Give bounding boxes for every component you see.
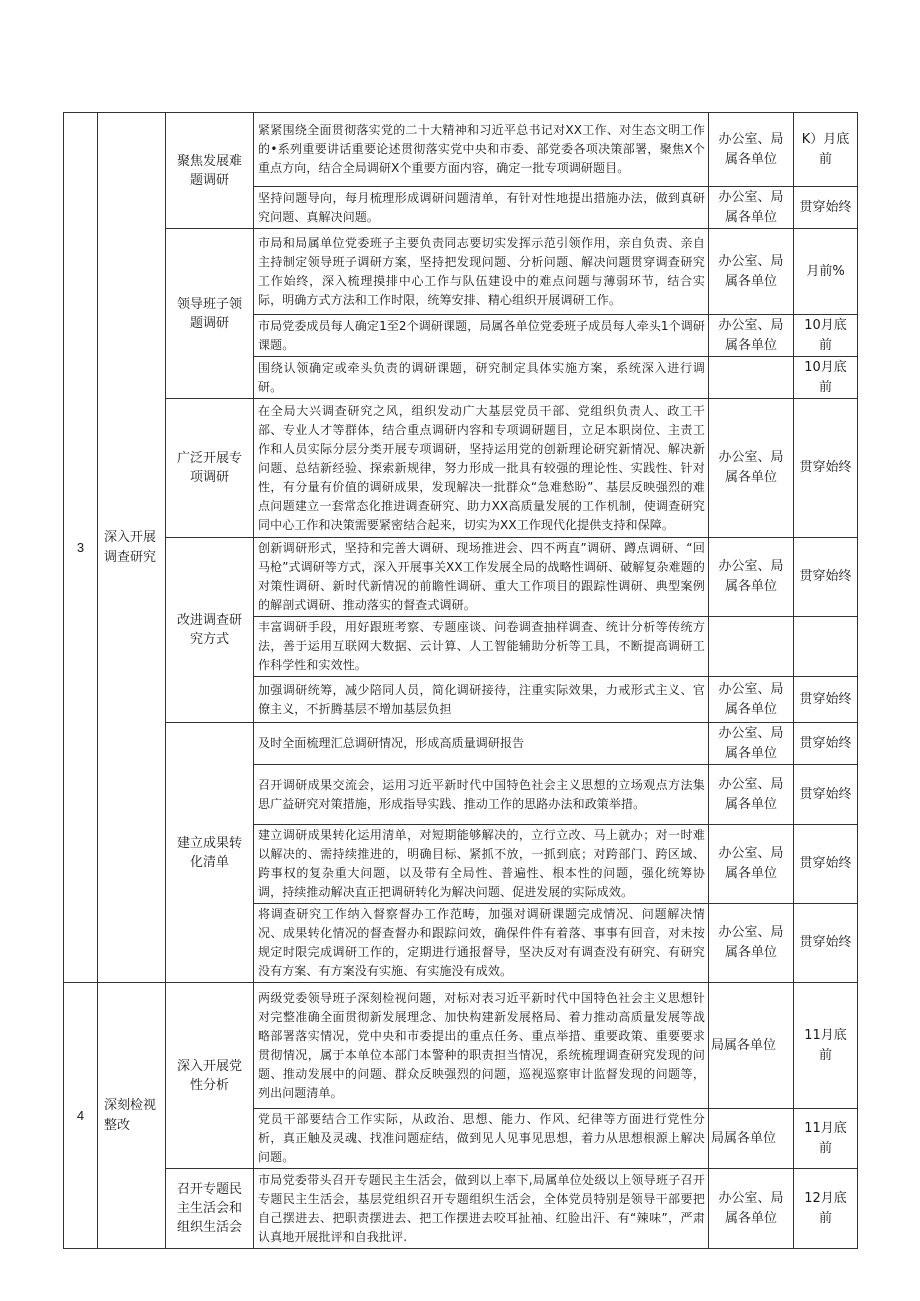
task-content: 围绕认领确定或牵头负责的调研课题，研究制定具体实施方案，系统深入进行调研。 xyxy=(254,357,709,399)
responsible-units: 办公室、局属各单位 xyxy=(709,229,794,315)
responsible-units: 办公室、局属各单位 xyxy=(709,677,794,723)
task-content: 党员干部要结合工作实际，从政治、思想、能力、作风、纪律等方面进行党性分析，真正触及灵魂、找准问题症结，做到见人见事见思想，着力从思想根源上解决问题。 xyxy=(254,1109,709,1169)
task-content: 市局党委成员每人确定1至2个调研课题，局属各单位党委班子成员每人牵头1个调研课题。 xyxy=(254,315,709,357)
table-row xyxy=(64,113,858,187)
responsible-units: 办公室、局属各单位 xyxy=(709,1169,794,1249)
subtask-name: 广泛开展专项调研 xyxy=(166,399,254,538)
task-content: 将调查研究工作纳入督察督办工作范畴，加强对调研课题完成情况、问题解决情况、成果转化情况的督查督办和跟踪问效，确保件件有着落、事事有回音，对未按规定时限完成调研工作的，定期进行通报督导，坚决反对有调查没有研究、有研究没有方案、有方案没有实施、有实施没有成效。 xyxy=(254,904,709,983)
table-row xyxy=(64,538,858,617)
deadline: 贯穿始终 xyxy=(794,723,858,765)
table-row xyxy=(64,399,858,538)
deadline: K）月底前 xyxy=(794,113,858,187)
responsible-units: 办公室、局属各单位 xyxy=(709,825,794,904)
subtask-name: 聚焦发展难题调研 xyxy=(166,113,254,229)
task-name: 深刻检视整改 xyxy=(98,983,166,1249)
deadline xyxy=(794,617,858,677)
deadline: 10月底前 xyxy=(794,357,858,399)
deadline: 11月底前 xyxy=(794,983,858,1109)
deadline: 贯穿始终 xyxy=(794,825,858,904)
deadline: 贯穿始终 xyxy=(794,765,858,825)
task-content: 紧紧围绕全面贯彻落实党的二十大精神和习近平总书记对XX工作、对生态文明工作的•系列重要讲话重要论述贯彻落实党中央和市委、部党委各项决策部署，聚焦X个重点方向，结合全局调研X个重要方面内容，确定一批专项调研题目。 xyxy=(254,113,709,187)
responsible-units: 办公室、局属各单位 xyxy=(709,187,794,229)
task-content: 丰富调研手段，用好跟班考察、专题座谈、问卷调查抽样调查、统计分析等传统方法，善于运用互联网大数据、云计算、人工智能辅助分析等工具，不断提高调研工作科学性和实效性。 xyxy=(254,617,709,677)
table-row xyxy=(64,1169,858,1249)
responsible-units xyxy=(709,617,794,677)
responsible-units: 办公室、局属各单位 xyxy=(709,538,794,617)
task-content: 两级党委领导班子深刻检视问题，对标对表习近平新时代中国特色社会主义思想针对完整准确全面贯彻新发展理念、加快构建新发展格局、着力推动高质量发展等战略部署落实情况，党中央和市委提出的重点任务、重点举措、重要政策、重要要求贯彻情况，属于本单位本部门本警种的职责担当情况，系统梳理调查研究发现的问题、推动发展中的问题、群众反映强烈的问题，巡视巡察审计监督发现的问题等，列出问题清单。 xyxy=(254,983,709,1109)
responsible-units: 办公室、局属各单位 xyxy=(709,904,794,983)
responsible-units: 办公室、局属各单位 xyxy=(709,723,794,765)
task-content: 及时全面梳理汇总调研情况，形成高质量调研报告 xyxy=(254,723,709,765)
deadline: 贯穿始终 xyxy=(794,399,858,538)
task-content: 市局党委带头召开专题民主生活会，做到以上率下,局属单位处级以上领导班子召开专题民主生活会，基层党组织召开专题组织生活会，全体党员特别是领导干部要把自己摆进去、把职责摆进去、把工作摆进去咬耳扯袖、红脸出汗、有“辣味”，严肃认真地开展批评和自我批评. xyxy=(254,1169,709,1249)
responsible-units: 局属各单位 xyxy=(709,1109,794,1169)
task-content: 加强调研统筹，减少陪同人员，简化调研接待，注重实际效果，力戒形式主义、官僚主义，不折腾基层不增加基层负担 xyxy=(254,677,709,723)
subtask-name: 领导班子领题调研 xyxy=(166,229,254,399)
task-name: 深入开展调查研究 xyxy=(98,113,166,983)
responsible-units: 办公室、局属各单位 xyxy=(709,315,794,357)
deadline: 贯穿始终 xyxy=(794,187,858,229)
responsible-units: 局属各单位 xyxy=(709,983,794,1109)
task-content: 坚持问题导向，每月梳理形成调研问题清单，有针对性地提出措施办法，做到真研究问题、真解决问题。 xyxy=(254,187,709,229)
task-content: 召开调研成果交流会，运用习近平新时代中国特色社会主义思想的立场观点方法集思广益研究对策措施，形成指导实践、推动工作的思路办法和政策举措。 xyxy=(254,765,709,825)
responsible-units: 办公室、局属各单位 xyxy=(709,765,794,825)
row-number: 3 xyxy=(64,113,98,983)
deadline: 12月底前 xyxy=(794,1169,858,1249)
subtask-name: 改进调查研究方式 xyxy=(166,538,254,723)
deadline: 贯穿始终 xyxy=(794,677,858,723)
deadline: 贯穿始终 xyxy=(794,904,858,983)
responsible-units xyxy=(709,357,794,399)
row-number: 4 xyxy=(64,983,98,1249)
work-plan-table xyxy=(63,112,858,1249)
responsible-units: 办公室、局属各单位 xyxy=(709,113,794,187)
task-content: 建立调研成果转化运用清单，对短期能够解决的，立行立改、马上就办；对一时难以解决的、需持续推进的，明确目标、紧抓不放，一抓到底；对跨部门、跨区域、跨事权的复杂重大问题，以及带有全局性、普遍性、根本性的问题，强化统筹协调，持续推动解决直正把调研转化为解决问题、促进发展的实际成效。 xyxy=(254,825,709,904)
subtask-name: 召开专题民主生活会和组织生活会 xyxy=(166,1169,254,1249)
table-row xyxy=(64,229,858,315)
table-row xyxy=(64,983,858,1109)
responsible-units: 办公室、局属各单位 xyxy=(709,399,794,538)
subtask-name: 建立成果转化清单 xyxy=(166,723,254,983)
deadline: 11月底前 xyxy=(794,1109,858,1169)
table-row xyxy=(64,723,858,765)
task-content: 市局和局属单位党委班子主要负责同志要切实发挥示范引领作用，亲自负责、亲自主持制定领导班子调研方案，坚持把发现问题、分析问题、解决问题贯穿调查研究工作始终，深入梳理摸排中心工作与队伍建设中的难点问题与薄弱环节，结合实际，明确方式方法和工作时限，统筹安排、精心组织开展调研工作。 xyxy=(254,229,709,315)
deadline: 10月底前 xyxy=(794,315,858,357)
task-content: 创新调研形式，坚持和完善大调研、现场推进会、四不两直”调研、蹲点调研、“回马枪”式调研等方式，深入开展事关XX工作发展全局的战略性调研、破解复杂难题的对策性调研、新时代新情况的前瞻性调研、重大工作项目的跟踪性调研、典型案例的解剖式调研、推动落实的督查式调研。 xyxy=(254,538,709,617)
deadline: 贯穿始终 xyxy=(794,538,858,617)
deadline: 月前% xyxy=(794,229,858,315)
subtask-name: 深入开展党性分析 xyxy=(166,983,254,1169)
task-content: 在全局大兴调查研究之风，组织发动广大基层党员干部、党组织负责人、政工干部、专业人才等群体，结合重点调研内容和专项调研题目，立足本职岗位、主责工作和人员实际分层分类开展专项调研，坚持运用党的创新理论研究新情况、解决新问题、总结新经验、探索新规律，努力形成一批具有较强的理论性、实践性、针对性，有分量有价值的调研成果，发现解决一批群众“急难愁盼”、基层反映强烈的难点问题建立一套常态化推进调查研究、助力XX高质量发展的工作机制，使调查研究同中心工作和决策需要紧密结合起来，切实为XX工作现代化提供支持和保障。 xyxy=(254,399,709,538)
